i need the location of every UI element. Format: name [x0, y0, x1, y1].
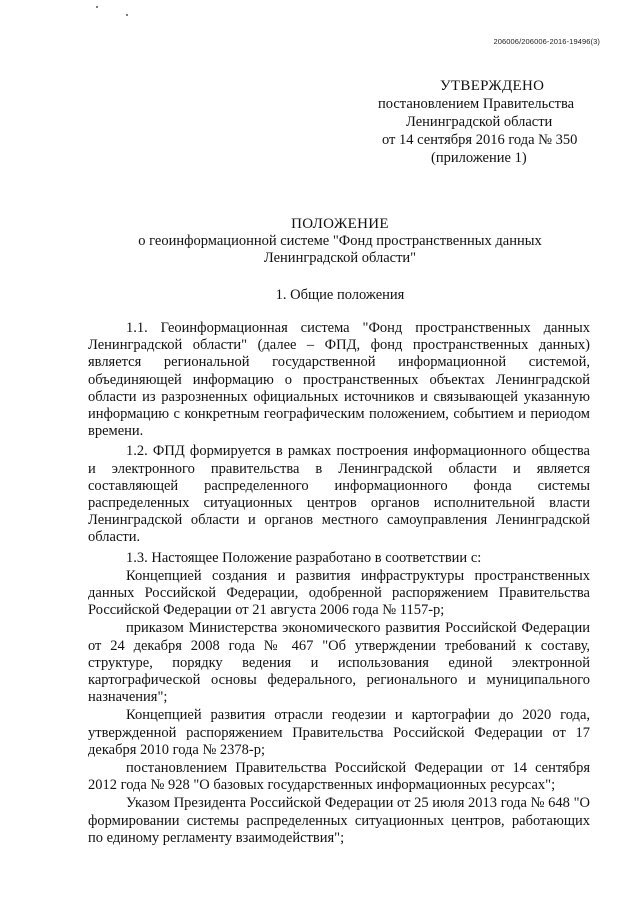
paragraph: постановлением Правительства Российской Федерации от 14 сентября 2012 года № 928 "О базовых государственных информационных ресурсах";: [88, 760, 590, 794]
paragraph: 1.3. Настоящее Положение разработано в соответствии с:: [126, 549, 482, 566]
approval-stamp-title: УТВЕРЖДЕНО: [440, 78, 545, 94]
document-title: [90, 216, 590, 267]
approval-line: от 14 сентября 2016 года № 350: [382, 132, 578, 148]
scan-speck: [96, 6, 98, 8]
paragraph: 1.1. Геоинформационная система "Фонд пространственных данных Ленинградской области" (далее – ФПД, фонд пространственных данных) является региональной государственной информационной системой, объединяющей информацию о пространственных объектах Ленинградской области из разрозненных официальных источников и связывающей указанную информацию с конкретным географическим положением, событием и периодом времени.: [88, 320, 590, 440]
approval-line: постановлением Правительства: [378, 96, 575, 112]
approval-line: Ленинградской области: [406, 114, 553, 130]
title-line: Ленинградской области": [263, 250, 417, 266]
approval-block: [378, 77, 618, 167]
title-heading: ПОЛОЖЕНИЕ: [291, 216, 389, 232]
scan-speck: [126, 14, 128, 16]
paragraph: приказом Министерства экономического развития Российской Федерации от 24 декабря 2008 года № 467 "Об утверждении требований к составу, структуре, порядку ведения и использования единой электронной картографической основы федерального, регионального и муниципального назначения";: [88, 620, 590, 706]
paragraph: Указом Президента Российской Федерации от 25 июля 2013 года № 648 "О формировании системы распределенных ситуационных центров, работающих по единому регламенту взаимодействия";: [88, 795, 590, 846]
document-id: 206006/206006-2016-19496(3): [493, 37, 600, 46]
section-heading: 1. Общие положения: [275, 287, 405, 303]
approval-line: (приложение 1): [431, 150, 527, 166]
paragraph: 1.2. ФПД формируется в рамках построения информационного общества и электронного правительства в Ленинградской области и является составляющей распределенного информационного фонда системы распределенных ситуационных центров органов исполнительной власти Ленинградской области и органов местного самоуправления Ленинградской области.: [88, 443, 590, 546]
title-line: о геоинформационной системе "Фонд пространственных данных: [138, 233, 542, 249]
section-body: [88, 320, 590, 848]
paragraph: Концепцией создания и развития инфраструктуры пространственных данных Российской Федерации, одобренной распоряжением Правительства Российской Федерации от 21 августа 2006 года № 1157-р;: [88, 567, 590, 619]
paragraph: Концепцией развития отрасли геодезии и картографии до 2020 года, утвержденной распоряжением Правительства Российской Федерации от 17 декабря 2010 года № 2378-р;: [88, 707, 590, 758]
